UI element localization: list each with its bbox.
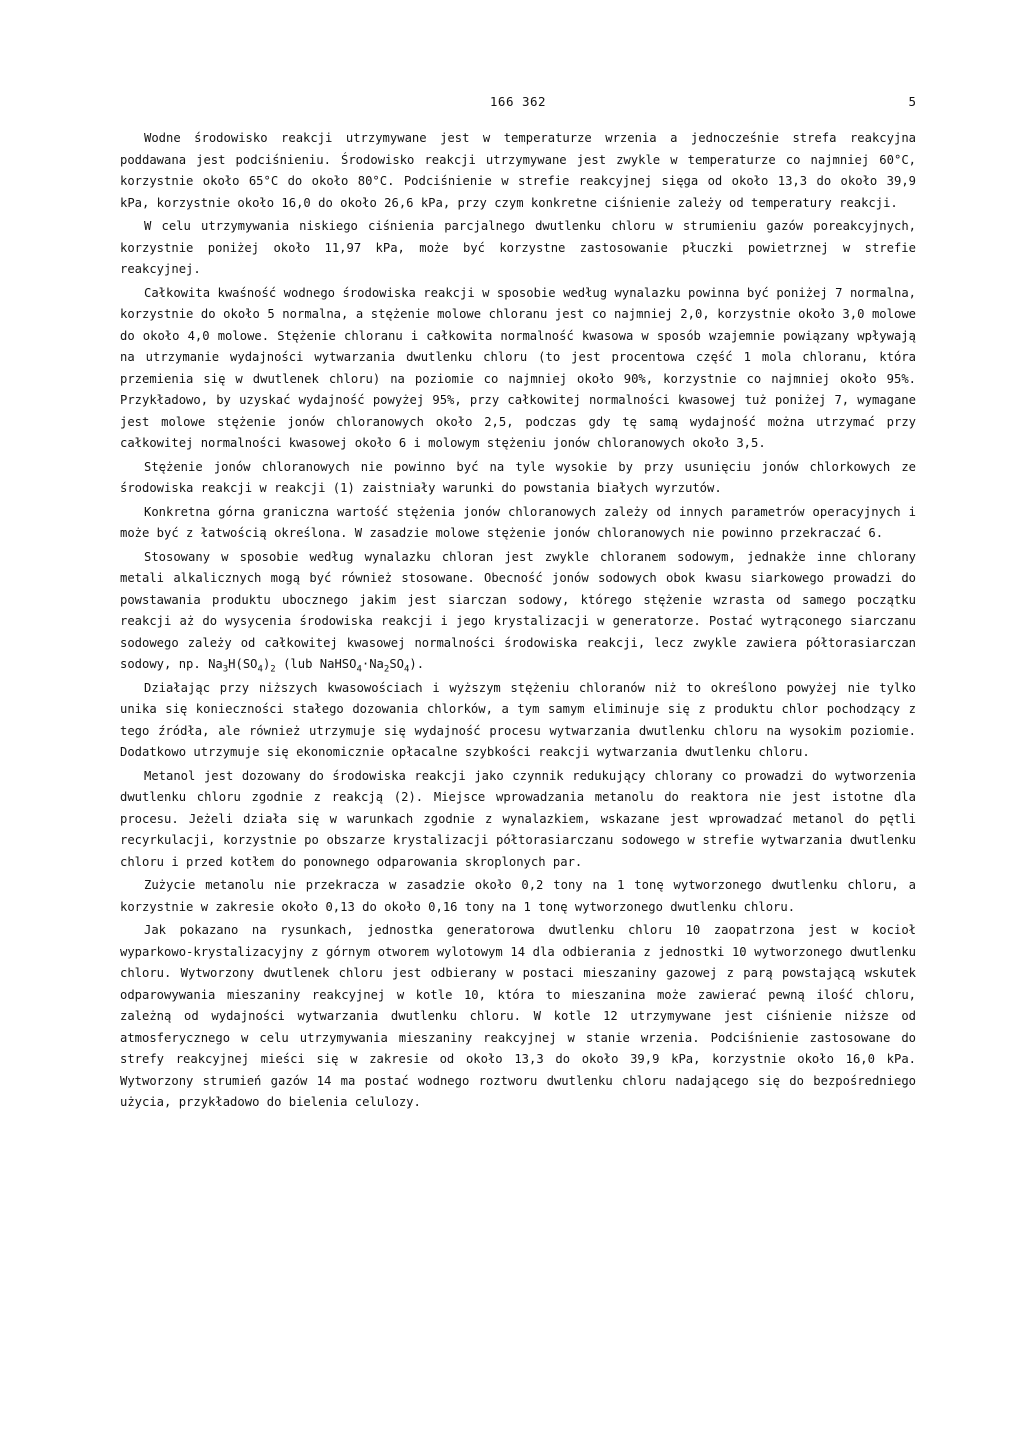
formula-subscript: 2 (383, 664, 390, 675)
formula-segment: ). (409, 657, 425, 671)
paragraph-6 (120, 547, 916, 676)
formula-segment: ) (262, 657, 271, 671)
paragraph-1: Wodne środowisko reakcji utrzymywane jest w temperaturze wrzenia a jednocześnie strefa reakcyjna poddawana jest podciśnieniu. Środowisko reakcji utrzymywane jest zwykle w temperaturze co najmniej 60°C, korzystnie około 65°C do około 80°C. Podciśnienie w strefie reakcyjnej sięga od około 13,3 do około 39,9 kPa, korzystnie około 16,0 do około 26,6 kPa, przy czym konkretne ciśnienie zależy od temperatury reakcji. (120, 131, 916, 210)
paragraph-9: Zużycie metanolu nie przekracza w zasadzie około 0,2 tony na 1 tonę wytworzonego dwutlenku chloru, a korzystnie w zakresie około 0,13 do około 0,16 tony na 1 tonę wytworzonego dwutlenku chloru. (120, 878, 916, 914)
formula-subscript: 3 (222, 664, 229, 675)
page-number: 5 (908, 94, 916, 109)
document-body (120, 128, 916, 1116)
paragraph-2: W celu utrzymywania niskiego ciśnienia parcjalnego dwutlenku chloru w strumieniu gazów poreakcyjnych, korzystnie poniżej około 11,97 kPa, może być korzystne zastosowanie płuczki powietrznej w strefie reakcyjnej. (120, 219, 916, 276)
paragraph-4: Stężenie jonów chloranowych nie powinno być na tyle wysokie by przy usunięciu jonów chlorkowych ze środowiska reakcji w reakcji (1) zaistniały warunki do powstania białych wyrzutów. (120, 459, 916, 495)
formula-segment: ·Na (361, 657, 384, 671)
formula-connector: (lub (283, 657, 313, 671)
formula-subscript: 4 (257, 664, 263, 675)
formula-segment: NaHSO (319, 657, 357, 671)
formula-segment: H(SO (228, 657, 258, 671)
chemical-formula-2 (319, 657, 425, 675)
paragraph-7: Działając przy niższych kwasowościach i wyższym stężeniu chloranów niż to określono powyżej nie tylko unika się konieczności stałego dozowania chlorków, a tym samym eliminuje się z produktu chlor pochodzący z tego źródła, ale również utrzymuje się wydajność procesu wytwarzania dwutlenku chloru na wysokim poziomie. Dodatkowo utrzymuje się ekonomicznie opłacalne szybkości reakcji wytwarzania dwutlenku chloru. (120, 680, 916, 759)
paragraph-3: Całkowita kwaśność wodnego środowiska reakcji w sposobie według wynalazku powinna być poniżej 7 normalna, korzystnie do około 5 normalna, a stężenie molowe chloranu jest co najmniej 2,0, korzystnie około 3,0 molowe do około 4,0 molowe. Stężenie chloranu i całkowita normalność kwasowa w sposób wzajemnie powiązany wpływają na utrzymanie wydajności wytwarzania dwutlenku chloru (to jest procentowa część 1 mola chloranu, która przemienia się w dwutlenek chloru) na poziomie co najmniej około 90%, korzystnie co najmniej około 95%. Przykładowo, by uzyskać wydajność powyżej 95%, przy całkowitej normalności kwasowej tuż poniżej 7, wymagane jest molowe stężenie jonów chloranowych około 2,5, podczas gdy tę samą wydajność można utrzymać przy całkowitej normalności kwasowej około 6 i molowym stężeniu jonów chloranowych około 3,5. (120, 285, 916, 450)
document-number: 166 362 (489, 94, 547, 109)
paragraph-5: Konkretna górna graniczna wartość stężenia jonów chloranowych zależy od innych parametrów operacyjnych i może być z łatwością określona. W zasadzie molowe stężenie jonów chloranowych nie powinno przekraczać 6. (120, 504, 916, 540)
formula-segment: Na (208, 657, 223, 671)
formula-subscript: 4 (356, 664, 362, 675)
paragraph-10: Jak pokazano na rysunkach, jednostka generatorowa dwutlenku chloru 10 zaopatrzona jest w kocioł wyparkowo-krystalizacyjny z górnym otworem wylotowym 14 dla odbierania z jednostki 10 wytworzonego dwutlenku chloru. Wytworzony dwutlenek chloru jest odbierany w postaci mieszaniny gazowej z parą powstającą wskutek odparowywania mieszaniny reakcyjnej w kotle 10, która to mieszanina może zawierać pewną ilość chloru, zależną od wydajności wytwarzania dwutlenku chloru. W kotle 12 utrzymywane jest ciśnienie niższe od atmosferycznego w celu utrzymywania mieszaniny reakcyjnej w stanie wrzenia. Podciśnienie zastosowane do strefy reakcyjnej mieści się w zakresie od około 13,3 do około 39,9 kPa, korzystnie około 16,0 kPa. Wytworzony strumień gazów 14 ma postać wodnego roztworu dwutlenku chloru nadającego się do bezpośredniego użycia, przykładowo do bielenia celulozy. (120, 923, 916, 1109)
formula-segment: SO (389, 657, 404, 671)
chemical-formula-1 (208, 657, 276, 675)
paragraph-8: Metanol jest dozowany do środowiska reakcji jako czynnik redukujący chlorany co prowadzi do wytworzenia dwutlenku chloru zgodnie z reakcją (2). Miejsce wprowadzania metanolu do reaktora nie jest istotne dla procesu. Jeżeli działa się w warunkach zgodnie z wynalazkiem, wskazane jest wprowadzać metanol do pętli recyrkulacji, korzystnie po obszarze krystalizacji półtorasiarczanu sodowego w strefie wytwarzania dwutlenku chloru i przed kotłem do ponownego odparowania skroplonych par. (120, 768, 916, 869)
paragraph-6-text: Stosowany w sposobie według wynalazku chloran jest zwykle chloranem sodowym, jednakże inne chlorany metali alkalicznych mogą być również stosowane. Obecność jonów sodowych obok kwasu siarkowego prowadzi do powstawania produktu ubocznego jakim jest siarczan sodowy, którego stężenie wzrasta od samego początku reakcji aż do wysycenia środowiska reakcji i jego krystalizacji w generatorze. Postać wytrąconego siarczanu sodowego zależy od całkowitej kwasowej normalności środowiska reakcji, lecz zwykle zawiera półtorasiarczan sodowy, np. (120, 549, 916, 671)
formula-subscript: 4 (404, 664, 410, 675)
page-header (120, 94, 916, 114)
formula-subscript: 2 (270, 664, 276, 675)
